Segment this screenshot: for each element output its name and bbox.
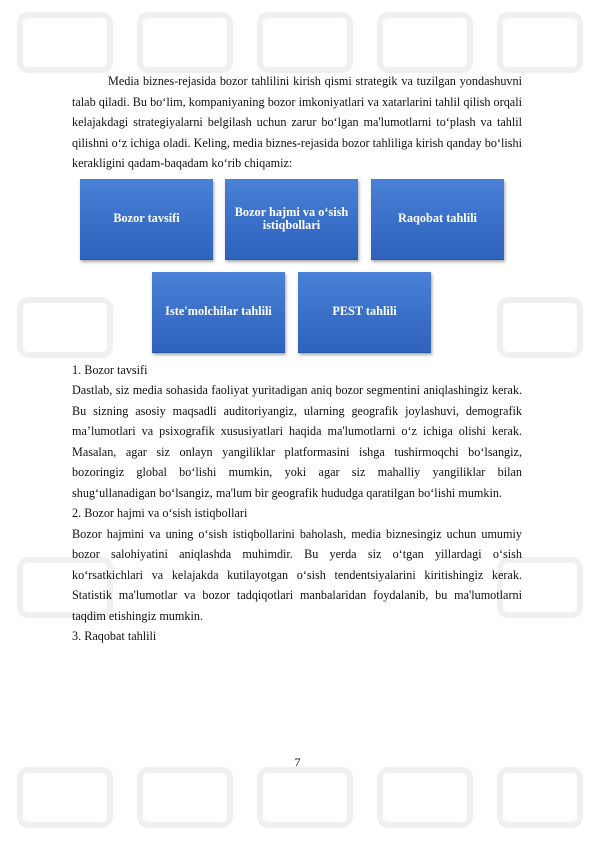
market-analysis-diagram: [72, 174, 522, 360]
page-content: [72, 71, 522, 647]
diagram-box-market-size: Bozor hajmi va o‘sish istiqbollari: [225, 179, 358, 260]
section-heading-1: 1. Bozor tavsifi: [72, 362, 148, 377]
diagram-box-consumer: Iste'molchilar tahlili: [152, 272, 285, 353]
diagram-box-competition: Raqobat tahlili: [371, 179, 504, 260]
section-body-1: Dastlab, siz media sohasida faoliyat yuritadigan aniq bozor segmentini aniqlashingiz kerak. Bu sizning asosiy maqsadli auditoriyangiz, ularning geografik joylashuvi, demografik ma’lumotlari va psixografik xususiyatlari haqida ma'lumotlarni o‘z ichiga olishi kerak. Masalan, agar siz onlayn yangiliklar platformasini ishga tushirmoqchi bo‘lsangiz, bozoringiz global bo‘lishi mumkin, yoki agar siz mahalliy yangiliklar bilan shug‘ullanadigan bo‘lsangiz, ma'lum bir geografik hududga qaratilgan bo‘lishi mumkin.: [72, 383, 522, 500]
section-heading-2: 2. Bozor hajmi va o‘sish istiqbollari: [72, 506, 248, 520]
page-number: 7: [294, 755, 301, 769]
section-heading-3: 3. Raqobat tahlili: [72, 629, 157, 643]
intro-paragraph: Media biznes-rejasida bozor tahlilini kirish qismi strategik va tuzilgan yondashuvni talab qiladi. Bu bo‘lim, kompaniyaning bozor imkoniyatlari va xatarlarini tahlil qilish orqali kelajakdagi strategiyalarni belgilash uchun zarur bo‘lgan ma'lumotlarni to‘plash va tahlil qilishni o‘z ichiga oladi. Keling, media biznes-rejasida bozor tahliliga kirish qanday bo‘lishi kerakligini qadam-baqadam ko‘rib chiqamiz:: [72, 74, 522, 170]
diagram-box-pest: PEST tahlili: [298, 272, 431, 353]
section-body-2: Bozor hajmini va uning o‘sish istiqbollarini baholash, media biznesingiz uchun umumiy bozor salohiyatini aniqlashda muhimdir. Bu yerda siz o‘tgan yillardagi o‘sish ko‘rsatkichlari va kelajakda kutilayotgan o‘sish tendentsiyalarini kiritishingiz kerak. Statistik ma'lumotlar va bozor tadqiqotlari manbalaridan foydalanib, bu ma'lumotlarni taqdim etishingiz mumkin.: [72, 526, 522, 623]
diagram-box-market-description: Bozor tavsifi: [80, 179, 213, 260]
